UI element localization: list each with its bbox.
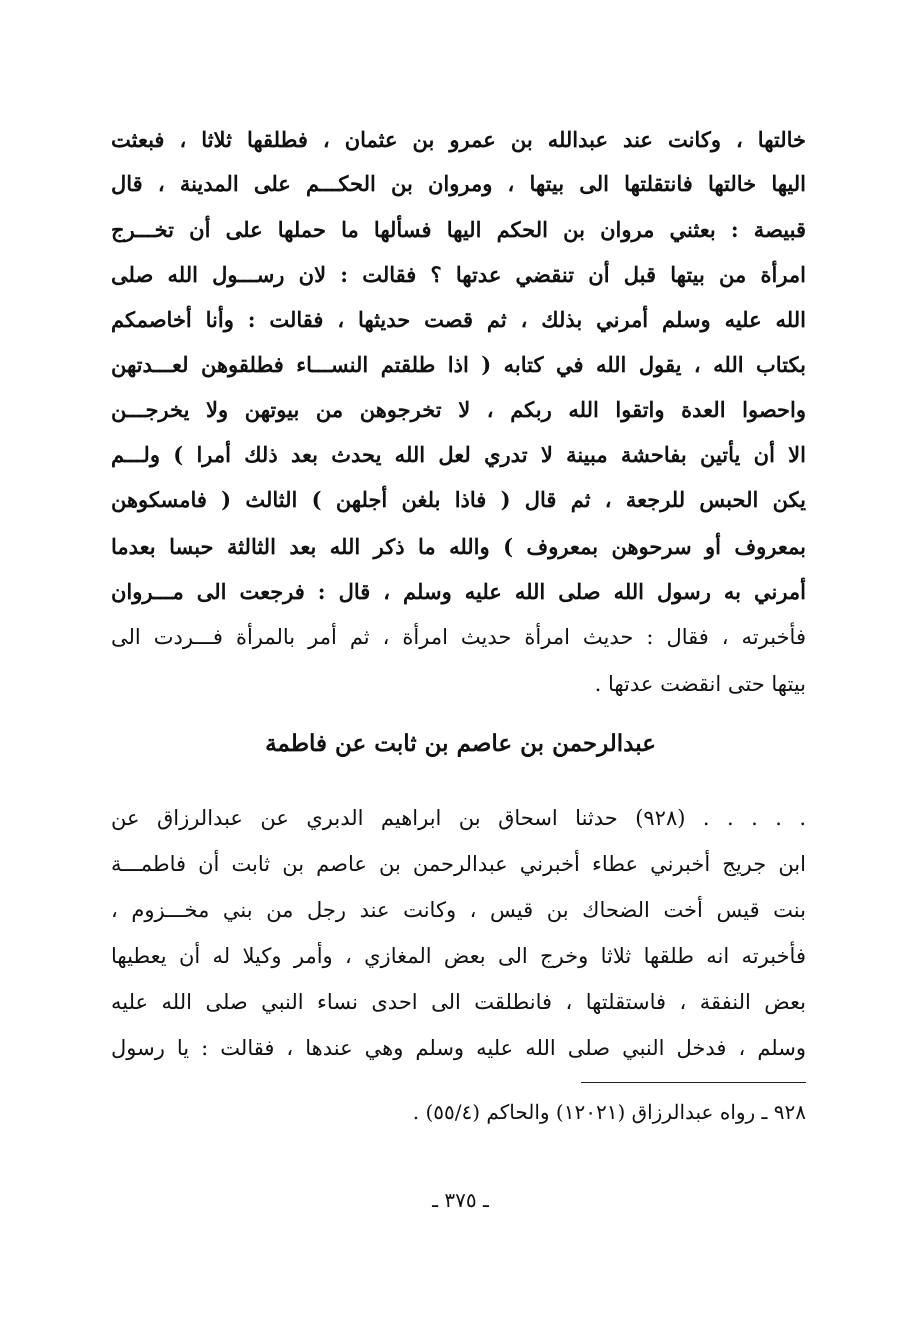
text-line: قبيصة : بعثني مروان بن الحكم اليها فسألها ما حملها على أن تخـــرج xyxy=(111,217,806,242)
text-line: ابن جريج أخبرني عطاء أخبرني عبدالرحمن بن عاصم بن ثابت أن فاطمـــة xyxy=(111,852,806,876)
text-line: خالتها ، وكانت عند عبدالله بن عمرو بن عثمان ، فطلقها ثلاثا ، فبعثت xyxy=(111,127,806,152)
text-line: وسلم ، فدخل النبي صلى الله عليه وسلم وهي عندها ، فقالت : يا رسول xyxy=(111,1036,806,1060)
footnote: ٩٢٨ ـ رواه عبدالرزاق (١٢٠٢١) والحاكم (٥٥/٤) . xyxy=(412,1100,806,1124)
text-line: الا أن يأتين بفاحشة مبينة لا تدري لعل الله يحدث بعد ذلك أمرا ) ولـــم xyxy=(111,442,806,467)
text-line: بمعروف أو سرحوهن بمعروف ) والله ما ذكر الله بعد الثالثة حبسا بعدما xyxy=(111,534,806,559)
section-heading: عبدالرحمن بن عاصم بن ثابت عن فاطمة xyxy=(265,730,656,757)
text-line: الله عليه وسلم أمرني بذلك ، ثم قصت حديثها ، فقالت : وأنا أخاصمكم xyxy=(111,307,806,332)
footnote-divider xyxy=(581,1082,806,1083)
text-line: بيتها حتى انقضت عدتها . xyxy=(594,672,806,696)
text-line: امرأة من بيتها قبل أن تنقضي عدتها ؟ فقالت : لان رســـول الله صلى xyxy=(111,262,806,287)
text-line: اليها خالتها فانتقلتها الى بيتها ، ومروان بن الحكـــم على المدينة ، قال xyxy=(111,171,806,196)
text-line: . . . . . (٩٢٨) حدثنا اسحاق بن ابراهيم الدبري عن عبدالرزاق عن xyxy=(111,806,806,830)
text-line: فأخبرته انه طلقها ثلاثا وخرج الى بعض المغازي ، وأمر وكيلا له أن يعطيها xyxy=(111,944,806,968)
text-line: واحصوا العدة واتقوا الله ربكم ، لا تخرجوهن من بيوتهن ولا يخرجـــن xyxy=(111,397,806,422)
page-number: ـ ٣٧٥ ـ xyxy=(432,1188,489,1212)
text-line: أمرني به رسول الله صلى الله عليه وسلم ، قال : فرجعت الى مـــروان xyxy=(111,579,806,604)
text-line: بنت قيس أخت الضحاك بن قيس ، وكانت عند رجل من بني مخـــزوم ، xyxy=(111,898,806,922)
text-line: يكن الحبس للرجعة ، ثم قال ( فاذا بلغن أجلهن ) الثالث ( فامسكوهن xyxy=(111,487,806,512)
text-line: فأخبرته ، فقال : حديث امرأة حديث امرأة ، ثم أمر بالمرأة فـــردت الى xyxy=(111,625,806,649)
text-line: بعض النفقة ، فاستقلتها ، فانطلقت الى احدى نساء النبي صلى الله عليه xyxy=(111,990,806,1014)
text-line: بكتاب الله ، يقول الله في كتابه ( اذا طلقتم النســـاء فطلقوهن لعـــدتهن xyxy=(111,352,806,377)
